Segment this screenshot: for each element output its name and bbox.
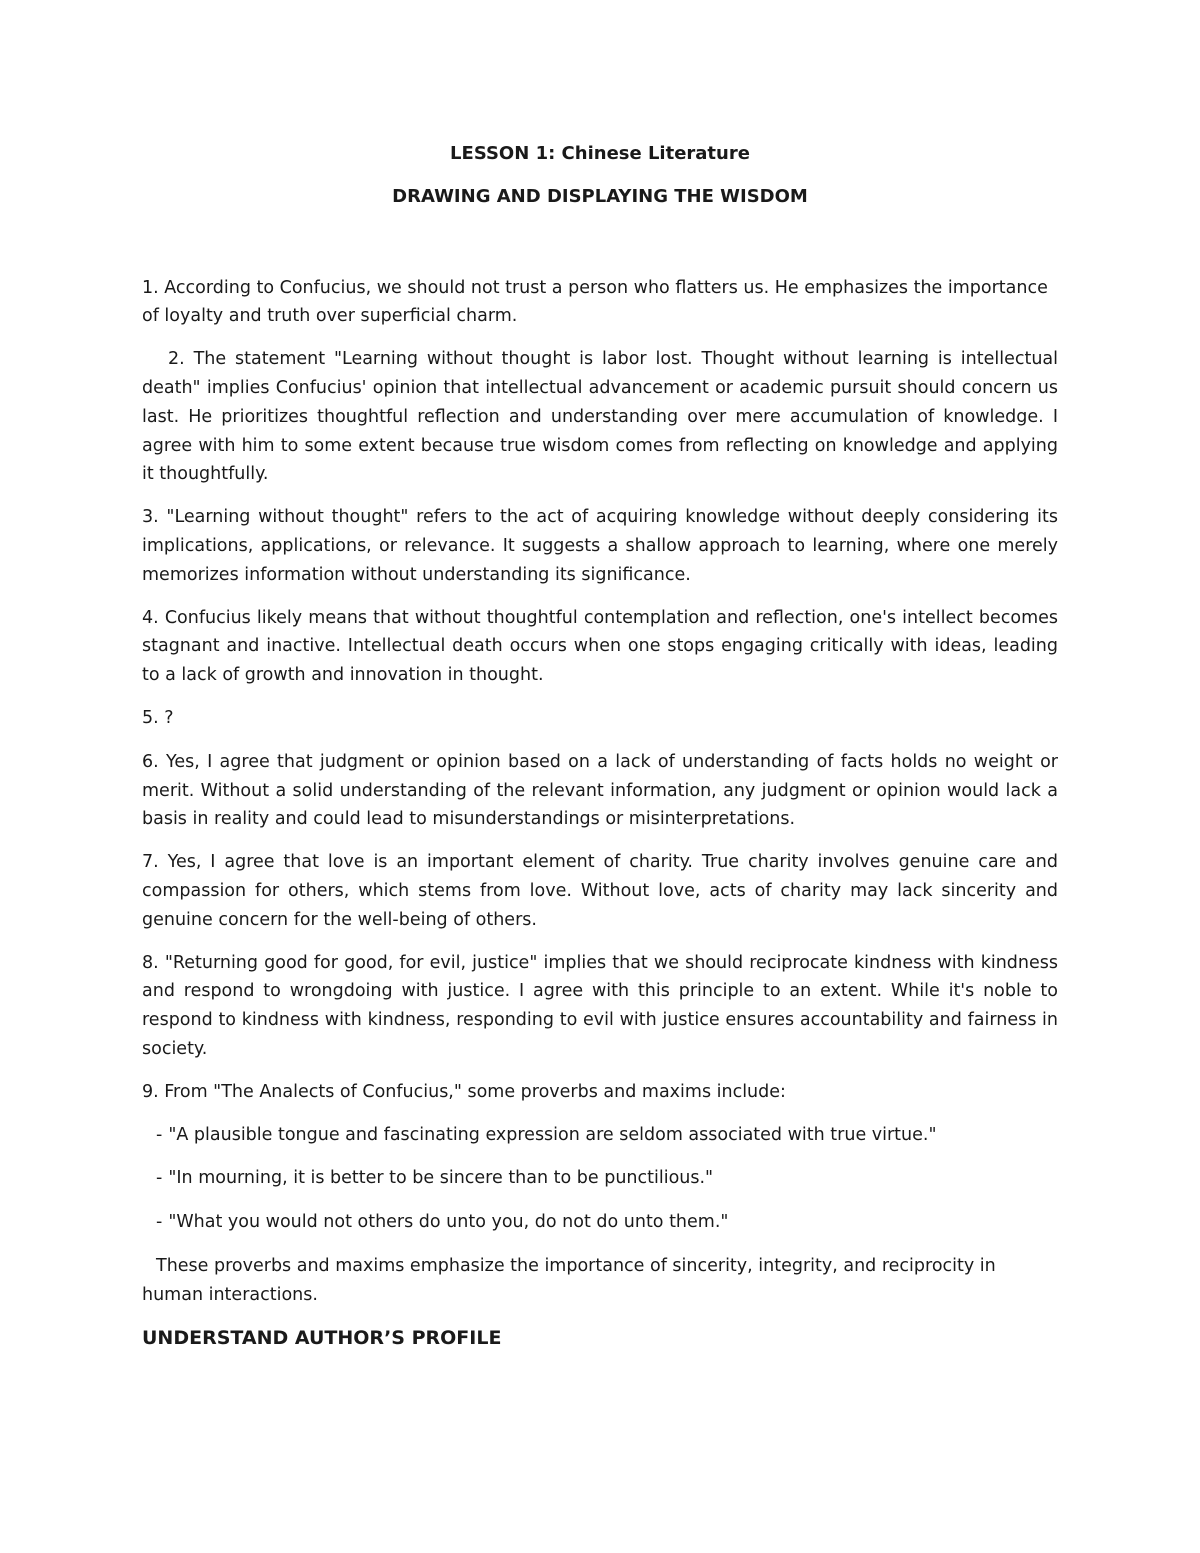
quote-item-3 [142,1208,1058,1237]
quote-item-2 [142,1164,1058,1193]
quote-dash: - [156,1124,163,1145]
answer-1: 1. According to Confucius, we should not trust a person who flatters us. He emphasizes the importance of loyalty and truth over superficial charm. [142,277,1048,327]
answer-9: 9. From "The Analects of Confucius," some proverbs and maxims include: [142,1081,786,1102]
lesson-title: LESSON 1: Chinese Literature [450,143,750,164]
quote-text: "In mourning, it is better to be sincere than to be punctilious." [168,1168,714,1189]
answer-4: 4. Confucius likely means that without thoughtful contemplation and reflection, one's intellect becomes stagnant and inactive. Intellectual death occurs when one stops engaging critically with ideas, leading to a lack of growth and innovation in thought. [142,607,1058,686]
section-subtitle: DRAWING AND DISPLAYING THE WISDOM [392,185,808,207]
section-heading: UNDERSTAND AUTHOR’S PROFILE [142,1326,502,1349]
answer-8: 8. "Returning good for good, for evil, justice" implies that we should reciprocate kindness with kindness and respond to wrongdoing with justice. I agree with this principle to an extent. While it's noble to respond to kindness with kindness, responding to evil with justice ensures accountability and fairness in society. [142,952,1058,1059]
answer-6: 6. Yes, I agree that judgment or opinion based on a lack of understanding of facts holds no weight or merit. Without a solid understanding of the relevant information, any judgment or opinion would lack a basis in reality and could lead to misunderstandings or misinterpretations. [142,751,1058,830]
quote-text: "What you would not others do unto you, do not do unto them." [168,1212,729,1233]
answer-2: 2. The statement "Learning without thought is labor lost. Thought without learning is intellectual death" implies Confucius' opinion that intellectual advancement or academic pursuit should concern us last. He prioritizes thoughtful reflection and understanding over mere accumulation of knowledge. I agree with him to some extent because true wisdom comes from reflecting on knowledge and applying it thoughtfully. [142,349,1058,485]
document-body [142,140,1058,1352]
quote-dash: - [156,1212,163,1233]
closing-paragraph: These proverbs and maxims emphasize the importance of sincerity, integrity, and reciprocity in human interactions. [142,1255,996,1305]
answer-3: 3. "Learning without thought" refers to the act of acquiring knowledge without deeply considering its implications, applications, or relevance. It suggests a shallow approach to learning, where one merely memorizes information without understanding its significance. [142,507,1058,585]
quote-item-1 [142,1121,1058,1150]
quote-text: "A plausible tongue and fascinating expression are seldom associated with true virtue." [168,1124,937,1145]
answer-5: 5. ? [142,707,174,728]
quote-dash: - [156,1168,163,1189]
answer-7: 7. Yes, I agree that love is an important element of charity. True charity involves genuine care and compassion for others, which stems from love. Without love, acts of charity may lack sincerity and genuine concern for the well-being of others. [142,852,1058,930]
